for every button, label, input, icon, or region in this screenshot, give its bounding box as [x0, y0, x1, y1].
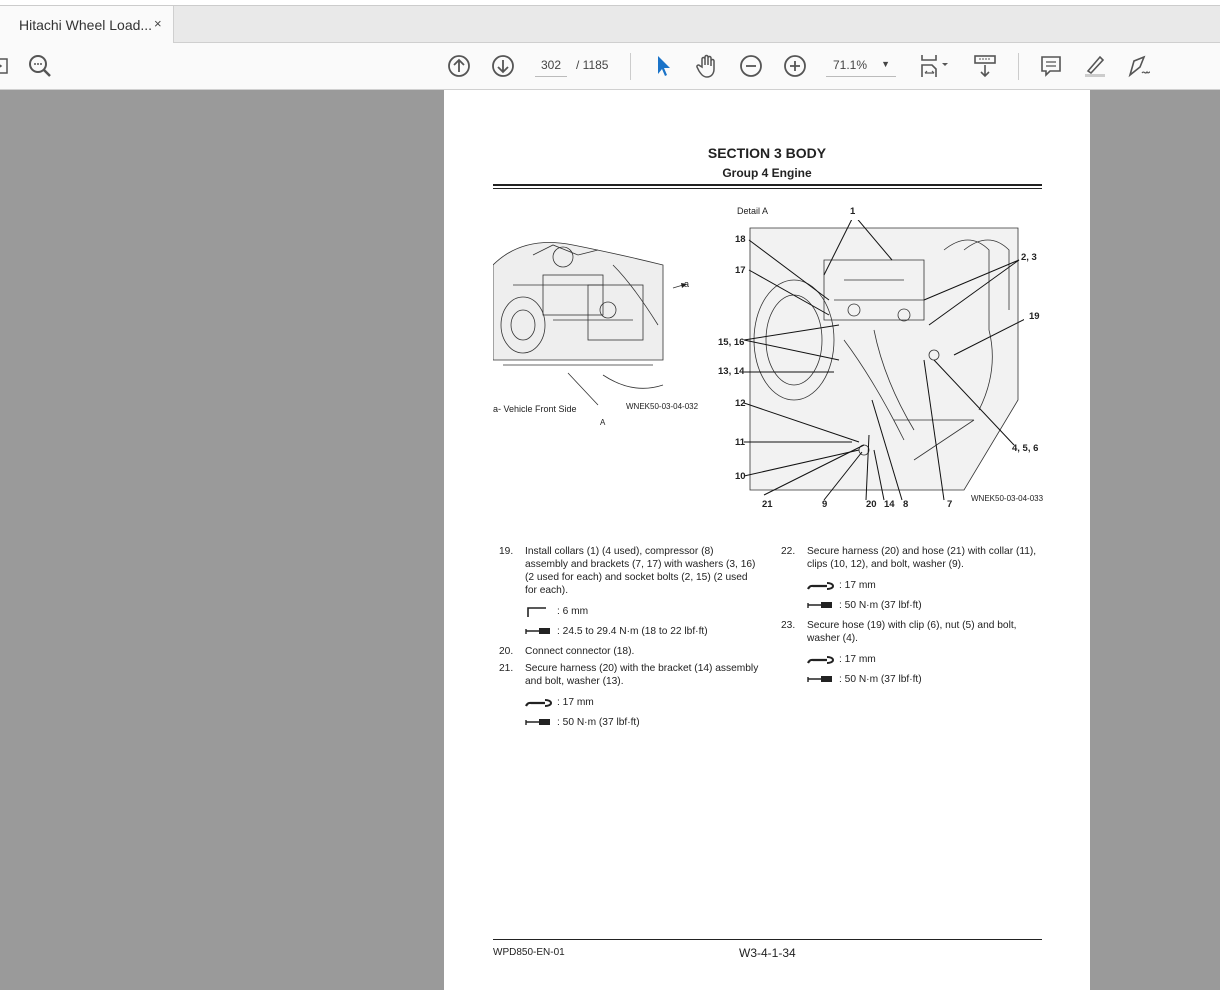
toolbar — [0, 43, 1220, 90]
step-number: 23. — [781, 620, 796, 631]
search-icon[interactable] — [27, 53, 53, 79]
section-title: SECTION 3 BODY — [707, 145, 827, 161]
page-total: / 1185 — [576, 58, 609, 72]
step-text: Connect connector (18). — [525, 646, 635, 657]
callout-1: 1 — [850, 206, 856, 217]
figure-caption: a- Vehicle Front Side — [493, 404, 577, 414]
instruction-step — [781, 545, 1041, 571]
callout-14: 14 — [884, 499, 895, 510]
callout-4-5-6: 4, 5, 6 — [1012, 443, 1039, 454]
step-number: 19. — [499, 546, 514, 557]
zoom-level-select[interactable] — [826, 58, 896, 77]
figure-label-a: a — [684, 279, 690, 289]
spec-text: : 24.5 to 29.4 N·m (18 to 22 lbf·ft) — [557, 626, 708, 637]
hand-tool-icon[interactable] — [694, 53, 720, 79]
steps-right-column — [781, 545, 1041, 693]
step-text: Secure harness (20) and hose (21) with collar (11), clips (10, 12), and bolt, washer (9). — [807, 546, 1037, 570]
spec-text: : 17 mm — [839, 654, 876, 665]
spec-text: : 50 N·m (37 lbf·ft) — [839, 600, 922, 611]
zoom-out-icon[interactable] — [738, 53, 764, 79]
callout-18: 18 — [735, 234, 746, 245]
sign-icon[interactable] — [1126, 53, 1152, 79]
spec-text: : 17 mm — [557, 697, 594, 708]
callout-20: 20 — [866, 499, 877, 510]
step-number: 22. — [781, 546, 796, 557]
page-number-input[interactable]: 302 — [535, 58, 567, 77]
divider — [1018, 53, 1019, 80]
instruction-step — [499, 645, 759, 658]
group-title: Group 4 Engine — [722, 166, 812, 180]
chevron-down-icon: ▼ — [881, 59, 890, 69]
comment-icon[interactable] — [1038, 53, 1064, 79]
callout-17: 17 — [735, 265, 746, 276]
engine-overview-figure — [493, 225, 713, 425]
step-number: 21. — [499, 663, 514, 674]
callout-10: 10 — [735, 471, 746, 482]
figure-label-A: A — [600, 418, 606, 427]
zoom-in-icon[interactable] — [782, 53, 808, 79]
tab-bar — [0, 6, 1220, 43]
step-text: Secure hose (19) with clip (6), nut (5) and bolt, washer (4). — [807, 620, 1017, 644]
fit-page-icon[interactable] — [918, 53, 954, 79]
close-icon[interactable]: × — [154, 16, 162, 31]
spec-text: : 50 N·m (37 lbf·ft) — [839, 674, 922, 685]
steps-left-column — [499, 545, 759, 736]
figure-code: WNEK50-03-04-033 — [971, 494, 1044, 503]
instruction-step — [499, 662, 759, 688]
footer-rule — [493, 939, 1042, 940]
figure-code: WNEK50-03-04-032 — [626, 402, 699, 411]
tab-title: Hitachi Wheel Load... — [19, 17, 153, 33]
step-text: Secure harness (20) with the bracket (14) assembly and bolt, washer (13). — [525, 663, 759, 687]
tool-spec — [525, 716, 759, 728]
step-text: Install collars (1) (4 used), compressor (8) assembly and brackets (7, 17) with washers (3, 16) (2 used for each) and socket bolts (2, 15) (2 used for each). — [525, 546, 756, 596]
tool-spec — [807, 599, 1041, 611]
zoom-value: 71.1% — [833, 58, 868, 72]
tool-spec — [807, 579, 1041, 591]
header-rule — [493, 188, 1042, 189]
callout-21: 21 — [762, 499, 773, 510]
footer-page-id: W3-4-1-34 — [739, 946, 796, 960]
highlight-pen-icon[interactable] — [1082, 53, 1108, 79]
header-rule — [493, 184, 1042, 186]
previous-page-icon[interactable] — [446, 53, 472, 79]
footer-doc-code: WPD850-EN-01 — [493, 947, 565, 958]
callout-9: 9 — [822, 499, 828, 510]
detail-title: Detail A — [737, 206, 769, 216]
spec-text: : 17 mm — [839, 580, 876, 591]
scroll-mode-icon[interactable] — [972, 53, 998, 79]
tool-spec — [525, 605, 759, 617]
callout-13-14: 13, 14 — [718, 366, 745, 377]
callout-8: 8 — [903, 499, 909, 510]
spec-text: : 6 mm — [557, 606, 589, 617]
step-number: 20. — [499, 646, 514, 657]
tool-spec — [525, 625, 759, 637]
tool-spec — [807, 673, 1041, 685]
callout-15-16: 15, 16 — [718, 337, 745, 348]
engine-detail-figure — [744, 220, 1024, 510]
spec-text: : 50 N·m (37 lbf·ft) — [557, 717, 640, 728]
next-page-icon[interactable] — [490, 53, 516, 79]
tool-spec — [807, 653, 1041, 665]
callout-12: 12 — [735, 398, 746, 409]
pdf-page — [444, 90, 1090, 990]
callout-19: 19 — [1029, 311, 1040, 322]
instruction-step — [781, 619, 1041, 645]
callout-7: 7 — [947, 499, 953, 510]
tool-spec — [525, 696, 759, 708]
tab-document[interactable] — [0, 6, 174, 43]
divider — [630, 53, 631, 80]
callout-2-3: 2, 3 — [1021, 252, 1037, 263]
select-tool-icon[interactable] — [650, 53, 676, 79]
callout-11: 11 — [735, 437, 746, 448]
sidebar-toggle-icon[interactable] — [0, 53, 12, 79]
instruction-step — [499, 545, 759, 597]
